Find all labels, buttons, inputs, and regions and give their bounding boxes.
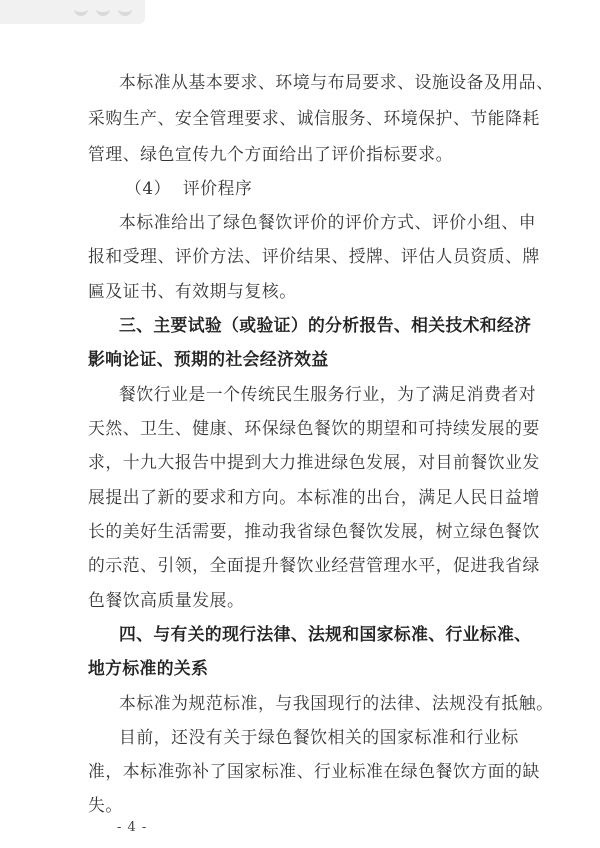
paragraph-line: 本标准为规范标准，与我国现行的法律、法规没有抵触。: [119, 693, 554, 713]
paragraph-line: 天然、卫生、健康、环保绿色餐饮的期望和可持续发展的要: [88, 418, 540, 438]
section-heading: 四、与有关的现行法律、法规和国家标准、行业标准、: [119, 624, 532, 644]
paragraph-line: 本标准从基本要求、环境与布局要求、设施设备及用品、: [119, 72, 554, 92]
paragraph-line: 展提出了新的要求和方向。本标准的出台，满足人民日益增: [88, 487, 540, 507]
section-heading: 影响论证、预期的社会经济效益: [88, 349, 329, 369]
paragraph-line: 长的美好生活需要，推动我省绿色餐饮发展，树立绿色餐饮: [88, 521, 540, 541]
header-logo-mark: [0, 0, 145, 24]
paragraph-line: 管理、绿色宣传九个方面给出了评价指标要求。: [88, 144, 454, 164]
sub-heading: （4） 评价程序: [125, 178, 253, 198]
paragraph-line: 求，十九大报告中提到大力推进绿色发展，对目前餐饮业发: [88, 452, 540, 472]
paragraph-line: 本标准给出了绿色餐饮评价的评价方式、评价小组、申: [119, 212, 537, 232]
paragraph-line: 色餐饮高质量发展。: [88, 590, 245, 610]
paragraph-line: 准，本标准弥补了国家标准、行业标准在绿色餐饮方面的缺: [88, 761, 540, 781]
paragraph-line: 餐饮行业是一个传统民生服务行业，为了满足消费者对: [119, 384, 537, 404]
paragraph-line: 的示范、引领，全面提升餐饮业经营管理水平，促进我省绿: [88, 555, 540, 575]
paragraph-line: 匾及证书、有效期与复核。: [88, 281, 297, 301]
page-number: - 4 -: [117, 820, 148, 835]
paragraph-line: 采购生产、安全管理要求、诚信服务、环境保护、节能降耗: [88, 108, 540, 128]
section-heading: 三、主要试验（或验证）的分析报告、相关技术和经济: [119, 315, 532, 335]
section-heading: 地方标准的关系: [88, 658, 209, 678]
paragraph-line: 报和受理、评价方法、评价结果、授牌、评估人员资质、牌: [88, 246, 540, 266]
paragraph-line: 失。: [88, 795, 123, 815]
paragraph-line: 目前，还没有关于绿色餐饮相关的国家标准和行业标: [119, 727, 519, 747]
